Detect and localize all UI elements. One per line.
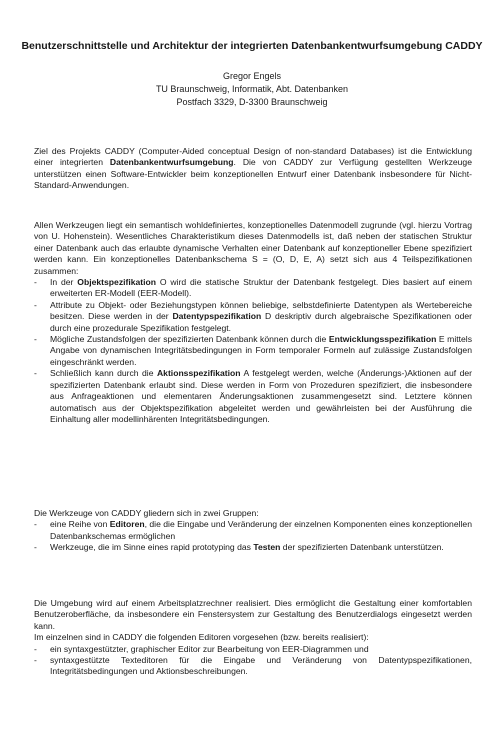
emphasis-term: Datentypspezifikation bbox=[172, 311, 262, 322]
paragraph-data-model: Allen Werkzeugen liegt ein semantisch wohldefiniertes, konzeptionelles Datenmodell zugrunde (vgl. hierzu Vortrag von U. Hohenstein). Wesentliches Charakteristikum dieses Datenmodells ist, daß neben der statischen Struktur einer Datenbank auch das erlaubte dynamische Verhalten einer Datenbank auf konzeptioneller Ebene spezifiziert werden kann. Ein konzeptionelles Datenbankschema S = (O, D, E, A) setzt sich aus 4 Teilspezifikationen zusammen: bbox=[34, 220, 472, 276]
paragraph-tool-groups: Die Werkzeuge von CADDY gliedern sich in zwei Gruppen: bbox=[34, 508, 259, 518]
author-block bbox=[20, 70, 484, 109]
section-environment bbox=[34, 598, 472, 678]
paper-title: Benutzerschnittstelle und Architektur der integrierten Datenbankentwurfsumgebung CADDY bbox=[21, 40, 483, 52]
paragraph-project-goal bbox=[34, 146, 472, 192]
tool-group-list bbox=[34, 519, 472, 553]
paragraph-editors: Im einzelnen sind in CADDY die folgenden Editoren vorgesehen (bzw. bereits realisiert): bbox=[34, 632, 369, 643]
specification-list bbox=[34, 277, 472, 425]
editor-list bbox=[34, 644, 472, 678]
list-item: - Attribute zu Objekt- oder Beziehungstypen können beliebige, selbstdefinierte Datentypen als Wertebereiche besitzen. Diese werden in der Datentypspezifikation D deskriptiv durch algebraische Spezifikationen oder durch eine prozedurale Spezifikation festgelegt. bbox=[34, 300, 472, 334]
paragraph-text: Ziel des Projekts CADDY (Computer-Aided conceptual Design of non-standard Databases) ist die Entwicklung einer integrierten bbox=[34, 146, 472, 168]
list-item: - Schließlich kann durch die Aktionsspezifikation A festgelegt werden, welche (Änderungs-)Aktionen auf der spezifizierten Datenbank erlaubt sind. Diese werden in Form von Prozeduren spezifiziert, die insbesondere aus Anfrageaktionen und elementaren Änderungsaktionen zusammengesetzt sind. Letztere können automatisch aus der Objektspezifikation abgeleitet werden und gewährleisten bei der Ausführung die Einhaltung aller modellinhärenten Integritätsbedingungen. bbox=[34, 368, 472, 425]
list-item: - ein syntaxgestützter, graphischer Editor zur Bearbeitung von EER-Diagrammen und bbox=[34, 644, 472, 655]
paragraph-environment: Die Umgebung wird auf einem Arbeitsplatzrechner realisiert. Dies ermöglicht die Gestaltung einer komfortablen Benutzeroberfläche, da insbesondere ein Fenstersystem zur Gestaltung des Benutzerdialogs eingesetzt werden kann. bbox=[34, 598, 472, 631]
emphasis-term: Entwicklungsspezifikation bbox=[328, 334, 437, 345]
author-affiliation: TU Braunschweig, Informatik, Abt. Datenbanken bbox=[155, 84, 349, 94]
emphasis-term: Datenbankentwurfsumgebung bbox=[109, 157, 234, 168]
list-item: - In der Objektspezifikation O wird die statische Struktur der Datenbank festgelegt. Dies basiert auf einem erweiterten ER-Modell (EER-Modell). bbox=[34, 277, 472, 300]
list-item: - Werkzeuge, die im Sinne eines rapid prototyping das Testen der spezifizierten Datenbank unterstützen. bbox=[34, 542, 472, 553]
author-address: Postfach 3329, D-3300 Braunschweig bbox=[176, 97, 328, 107]
list-item: - eine Reihe von Editoren, die die Eingabe und Veränderung der einzelnen Komponenten eines konzeptionellen Datenbankschemas ermöglichen bbox=[34, 519, 472, 542]
emphasis-term: Aktionsspezifikation bbox=[156, 368, 241, 379]
emphasis-term: Editoren bbox=[109, 519, 145, 530]
section-data-model bbox=[34, 220, 472, 425]
section-tool-groups bbox=[34, 508, 472, 554]
emphasis-term: Objektspezifikation bbox=[77, 277, 157, 288]
list-item: - syntaxgestützte Texteditoren für die Eingabe und Veränderung von Datentypspezifikationen, Integritätsbedingungen und Aktionsbeschreibungen. bbox=[34, 655, 472, 678]
paragraph-text: . Die von CADDY zur Verfügung gestellten Werkzeuge unterstützen einen Software-Entwickler beim konzeptionellen Entwurf einer Datenbank insbesondere für Nicht-Standard-Anwendungen. bbox=[34, 157, 472, 191]
emphasis-term: Testen bbox=[253, 542, 281, 553]
list-item: - Mögliche Zustandsfolgen der spezifizierten Datenbank können durch die Entwicklungsspezifikation E mittels Angabe von dynamischen Integritätsbedingungen in Form temporaler Formeln auf zulässige Zustandsfolgen eingeschränkt werden. bbox=[34, 334, 472, 368]
author-name: Gregor Engels bbox=[222, 71, 282, 81]
